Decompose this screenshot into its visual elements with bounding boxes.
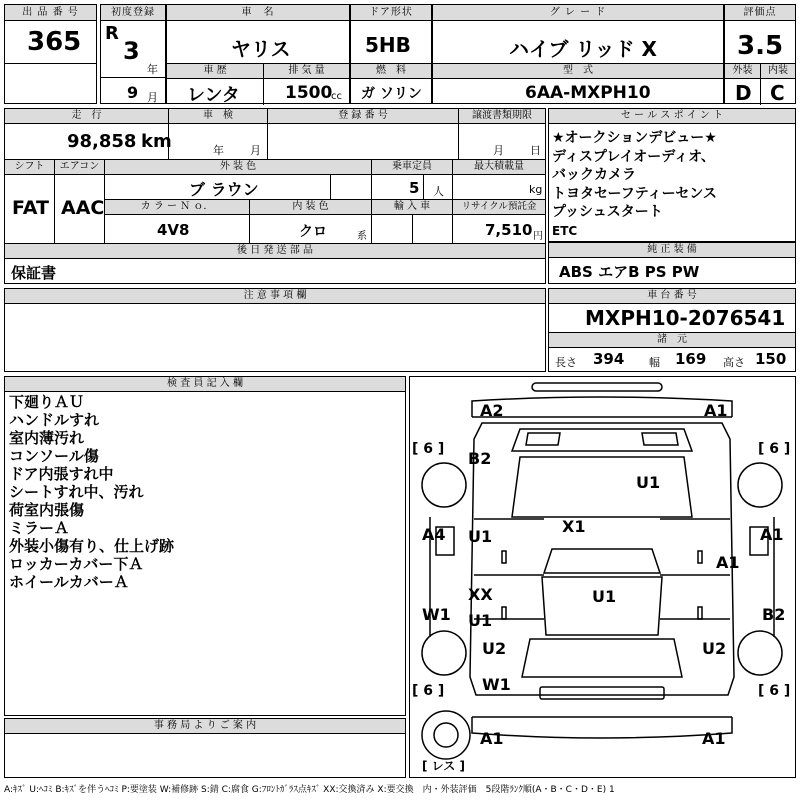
legend: A:ｷｽﾞ U:ﾍｺﾐ B:ｷｽﾞを伴うﾍｺﾐ P:要塗装 W:補修跡 S:錆 C:腐食 G:ﾌﾛﾝﾄｶﾞﾗｽ点ｷｽﾞ XX:交換済み X:要交換 内・外装評価 5段階ﾗﾝｸ順(A・B・C・D・E) 1	[4, 785, 615, 795]
mark-x1: X1	[562, 517, 586, 536]
int-color-unit: 系	[357, 231, 367, 242]
score-box	[724, 4, 796, 104]
note-item: 外装小傷有り、仕上げ跡	[9, 537, 175, 555]
grade: ハイブ リッド X	[509, 37, 657, 61]
score-label: 評価点	[725, 5, 795, 21]
sales-item: プッシュスタート	[552, 204, 663, 220]
mark-tire-rr: [ 6 ]	[758, 441, 791, 457]
door-box	[350, 4, 432, 104]
regno-label: 登 録 番 号	[268, 109, 458, 124]
chassis-number: MXPH10-2076541	[585, 306, 786, 330]
mark-a1-rear: A1	[704, 401, 728, 420]
height-label: 高さ	[723, 356, 745, 369]
transfer-month: 月	[493, 144, 504, 157]
seats: 5	[409, 179, 420, 197]
name-label: 車 名	[167, 5, 349, 21]
inspect-label: 車 検	[169, 109, 267, 124]
name-box	[166, 4, 350, 104]
colorno-label: カ ラ ー Ｎ ｏ．	[105, 200, 249, 215]
shift-label: シフト	[5, 160, 54, 175]
mark-a4: A4	[422, 525, 446, 544]
sales-item: ETC	[552, 223, 578, 238]
seats-label: 乗車定員	[372, 160, 452, 175]
inspect-year: 年	[213, 144, 224, 157]
mark-a2-rear: A2	[480, 401, 504, 420]
inspector-box	[4, 376, 406, 716]
lot-number: 365	[27, 27, 82, 57]
note-item: ミラーＡ	[9, 519, 70, 537]
mark-a1-rfender: A1	[760, 525, 784, 544]
sales-item: ★オークションデビュー★	[552, 130, 717, 146]
ext-score: D	[735, 81, 752, 105]
mark-u1-roof: U1	[636, 473, 661, 492]
color-label: 外 装 色	[105, 160, 371, 175]
mark-b2-rl: B2	[468, 449, 492, 468]
chassis-label: 車 台 番 号	[549, 289, 795, 304]
mark-xx: XX	[468, 585, 493, 604]
equipment: ABS エアB PS PW	[559, 263, 700, 281]
length: 394	[593, 350, 625, 368]
import-label: 輸 入 車	[372, 200, 452, 215]
equip-label: 純 正 装 備	[549, 243, 795, 258]
seats-unit: 人	[433, 185, 444, 198]
note-item: コンソール傷	[9, 447, 99, 465]
height: 150	[755, 350, 787, 368]
fuel: ガ ソリン	[361, 86, 422, 102]
score: 3.5	[737, 31, 784, 61]
int-label: 内装	[761, 64, 795, 79]
shift: FAT	[12, 197, 49, 219]
mark-tire-fr: [ 6 ]	[758, 683, 791, 699]
model: 6AA-MXPH10	[525, 83, 651, 103]
mark-tire-rl: [ 6 ]	[412, 441, 445, 457]
reg-month: 9	[127, 83, 139, 102]
load-unit: kg	[529, 183, 543, 196]
mark-tire-fl: [ 6 ]	[412, 683, 445, 699]
lot-label: 出 品 番 号	[5, 5, 96, 21]
registration-box	[100, 4, 166, 104]
mark-a1-front-r: A1	[702, 729, 726, 748]
reg-label: 初度登録	[101, 5, 165, 21]
lot-box	[4, 4, 97, 104]
sales-item: バックカメラ	[552, 167, 636, 183]
mark-a1-front-l: A1	[480, 729, 504, 748]
car-name: ヤリス	[231, 37, 291, 61]
displacement: 1500	[285, 83, 333, 103]
inspector-label: 検 査 員 記 入 欄	[5, 377, 405, 392]
mark-u1-fdoor: U1	[468, 611, 493, 630]
door-label: ドア形状	[351, 5, 431, 21]
history: レンタ	[187, 85, 240, 106]
int-color: クロ	[299, 224, 327, 240]
color: ブ ラウン	[189, 180, 259, 199]
fuel-label: 燃 料	[351, 64, 431, 79]
mark-spare: [ レス ]	[422, 759, 465, 773]
mileage-unit: km	[141, 131, 172, 152]
color-no: 4V8	[157, 221, 190, 239]
disp-label: 排 気 量	[264, 64, 349, 79]
month-unit: 月	[147, 91, 158, 104]
sales-label: セ ー ル ス ポ イ ン ト	[549, 109, 795, 124]
door-type: 5HB	[365, 33, 411, 57]
sales-box	[548, 108, 796, 242]
mark-u2-r: U2	[702, 639, 727, 658]
model-label: 型 式	[433, 64, 723, 79]
dims-label: 諸 元	[549, 333, 795, 348]
length-label: 長さ	[555, 356, 577, 369]
era: R	[105, 23, 119, 44]
chassis-box	[548, 288, 796, 372]
mileage-label: 走 行	[5, 109, 168, 124]
mark-w1: W1	[422, 605, 451, 624]
note-item: ホイールカバーＡ	[9, 573, 129, 591]
ac-label: エアコン	[55, 160, 104, 175]
note-item: ハンドルすれ	[9, 411, 100, 429]
note-item: ドア内張すれ中	[9, 465, 114, 483]
recycle: 7,510	[485, 221, 533, 239]
caution-label: 注 意 事 項 欄	[5, 289, 545, 304]
recycle-label: リサイクル預託金	[453, 200, 545, 215]
mark-a1-rdoor: A1	[716, 553, 740, 572]
disp-unit: cc	[331, 91, 342, 102]
mark-u1-hood: U1	[592, 587, 617, 606]
intcolor-label: 内 装 色	[250, 200, 371, 215]
sales-item: トヨタセーフティーセンス	[552, 185, 717, 202]
history-label: 車 歴	[167, 64, 263, 79]
width: 169	[675, 350, 707, 368]
transfer-day: 日	[530, 144, 541, 157]
later-label: 後 日 発 送 部 品	[5, 244, 545, 259]
mark-w1-front: W1	[482, 675, 511, 694]
office-label: 事 務 局 よ り ご 案 内	[5, 719, 405, 734]
caution-box	[4, 288, 546, 372]
year-unit: 年	[147, 63, 158, 76]
note-item: 室内薄汚れ	[9, 429, 85, 447]
mileage: 98,858	[67, 131, 137, 152]
inspect-month: 月	[250, 144, 261, 157]
inspector-notes	[9, 393, 174, 591]
later-parts: 保証書	[11, 264, 57, 282]
sales-points	[552, 129, 717, 240]
width-label: 幅	[649, 356, 660, 369]
mark-u1-rdoor: U1	[468, 527, 493, 546]
transfer-label: 譲渡書類期限	[459, 109, 545, 124]
note-item: シートすれ中、汚れ	[9, 483, 144, 501]
reg-year: 3	[123, 37, 140, 65]
car-outline	[410, 377, 795, 777]
equipment-box	[548, 242, 796, 284]
mark-u2-l: U2	[482, 639, 507, 658]
note-item: 荷室内張傷	[9, 501, 85, 519]
damage-diagram	[409, 376, 796, 778]
recycle-unit: 円	[533, 231, 543, 242]
grade-label: グ レ ー ド	[433, 5, 723, 21]
grade-box	[432, 4, 724, 104]
office-box	[4, 718, 406, 778]
info-block	[4, 108, 546, 284]
mark-b2-r: B2	[762, 605, 786, 624]
sales-item: ディスプレイオーディオ、	[552, 148, 715, 165]
load-label: 最大積載量	[453, 160, 545, 175]
ac: AAC	[61, 197, 105, 219]
note-item: 下廻りＡＵ	[9, 393, 85, 411]
ext-label: 外装	[725, 64, 760, 79]
int-score: C	[770, 81, 785, 105]
note-item: ロッカーカバー下Ａ	[9, 555, 144, 573]
